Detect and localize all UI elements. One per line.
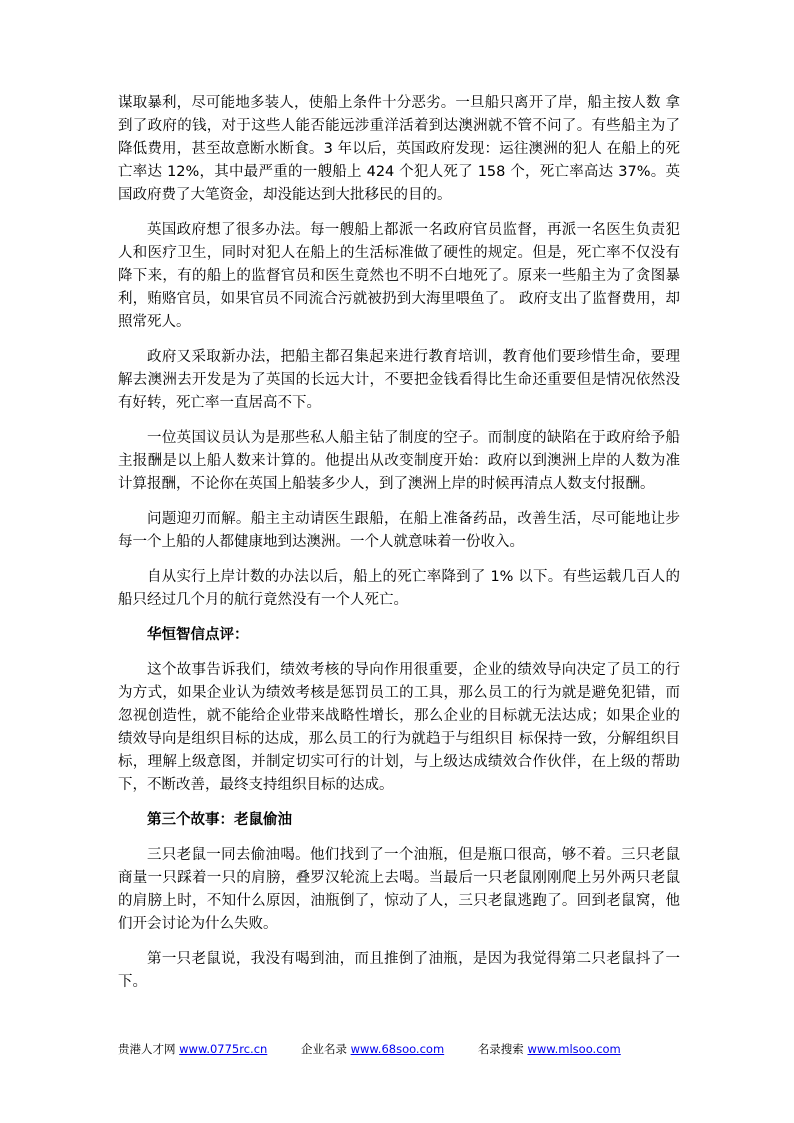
page-footer: [118, 1042, 680, 1056]
footer-label: 贵港人才网: [118, 1042, 180, 1056]
paragraph: 三只老鼠一同去偷油喝。他们找到了一个油瓶，但是瓶口很高，够不着。三只老鼠商量一只踩着一只的肩膀，叠罗汉轮流上去喝。当最后一只老鼠刚刚爬上另外两只老鼠的肩膀上时，不知什么原因，油瓶倒了，惊动了人，三只老鼠逃跑了。回到老鼠窝，他们开会讨论为什么失败。: [118, 847, 680, 932]
footer-label: 名录搜索: [477, 1042, 528, 1056]
paragraph: 政府又采取新办法，把船主都召集起来进行教育培训，教育他们要珍惜生命，要理解去澳洲去开发是为了英国的长远大计，不要把金钱看得比生命还重要但是情况依然没有好转，死亡率一直居高不下。: [118, 349, 680, 411]
footer-link[interactable]: www.mlsoo.com: [527, 1042, 621, 1056]
paragraph: 自从实行上岸计数的办法以后，船上的死亡率降到了 1% 以下。有些运载几百人的船只经过几个月的航行竟然没有一个人死亡。: [118, 569, 680, 608]
paragraph: 英国政府想了很多办法。每一艘船上都派一名政府官员监督，再派一名医生负责犯人和医疗卫生，同时对犯人在船上的生活标准做了硬性的规定。但是，死亡率不仅没有降下来，有的船上的监督官员和医生竟然也不明不白地死了。原来一些船主为了贪图暴利，贿赂官员，如果官员不同流合污就被扔到大海里喂鱼了。 政府支出了监督费用，却照常死人。: [118, 222, 680, 330]
paragraph: 这个故事告诉我们，绩效考核的导向作用很重要，企业的绩效导向决定了员工的行为方式，如果企业认为绩效考核是惩罚员工的工具，那么员工的行为就是避免犯错，而忽视创造性，就不能给企业带来战略性增长，那么企业的目标就无法达成；如果企业的绩效导向是组织目标的达成，那么员工的行为就趋于与组织目 标保持一致，分解组织目标，理解上级意图，并制定切实可行的计划，与上级达成绩效合作伙伴，在上级的帮助下，不断改善，最终支持组织目标的达成。: [118, 662, 680, 793]
footer-link[interactable]: www.0775rc.cn: [179, 1042, 268, 1056]
footer-item-company-directory: [301, 1042, 444, 1056]
footer-label: 企业名录: [300, 1042, 351, 1056]
document-body: [118, 92, 680, 1006]
paragraph: 第一只老鼠说，我没有喝到油，而且推倒了油瓶，是因为我觉得第二只老鼠抖了一下。: [118, 951, 680, 990]
footer-link[interactable]: www.68soo.com: [350, 1042, 445, 1056]
paragraph: 谋取暴利，尽可能地多装人，使船上条件十分恶劣。一旦船只离开了岸，船主按人数 拿到了政府的钱，对于这些人能否能远涉重洋活着到达澳洲就不管不问了。有些船主为了降低费用，甚至故意断水断食。3 年以后，英国政府发现：运往澳洲的犯人 在船上的死亡率达 12%，其中最严重的一艘船上 424 个犯人死了 158 个，死亡率高达 37%。英国政府费了大笔资金，却没能达到大批移民的目的。: [118, 95, 680, 203]
footer-item-talent-site: [118, 1042, 267, 1056]
paragraph: 问题迎刃而解。船主主动请医生跟船，在船上准备药品，改善生活，尽可能地让步每一个上船的人都健康地到达澳洲。一个人就意味着一份收入。: [118, 511, 680, 550]
section-heading-third-story: 第三个故事：老鼠偷油: [147, 812, 292, 828]
footer-item-directory-search: [478, 1042, 621, 1056]
paragraph: 一位英国议员认为是那些私人船主钻了制度的空子。而制度的缺陷在于政府给予船主报酬是以上船人数来计算的。他提出从改变制度开始：政府以到澳洲上岸的人数为准计算报酬，不论你在英国上船装多少人，到了澳洲上岸的时候再清点人数支付报酬。: [118, 430, 680, 492]
section-heading-commentary: 华恒智信点评：: [147, 627, 249, 643]
